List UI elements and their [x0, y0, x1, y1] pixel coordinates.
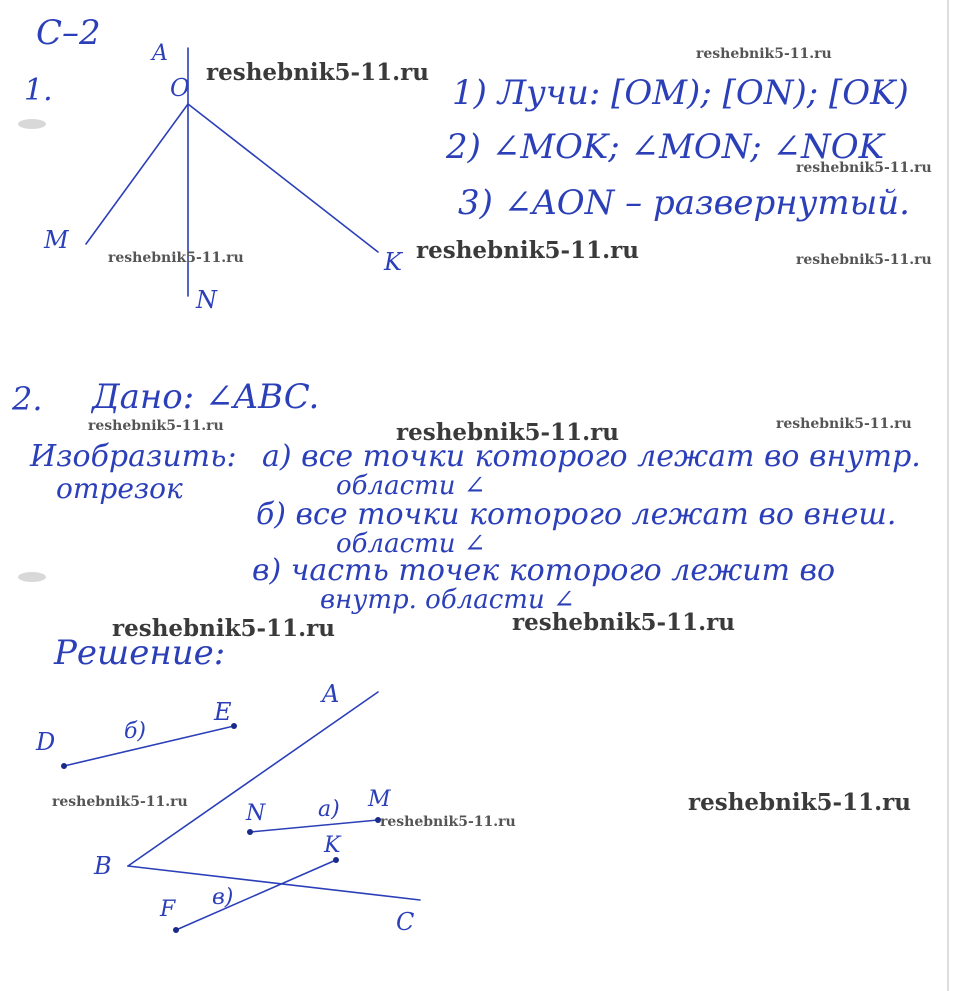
watermark: reshebnik5-11.ru: [416, 237, 639, 264]
point-M-label: M: [44, 226, 69, 254]
ray-BC: [128, 866, 420, 900]
point-K-label: K: [384, 248, 402, 276]
watermark: reshebnik5-11.ru: [108, 250, 244, 266]
solution-heading: Решение:: [54, 633, 226, 673]
task2-item-c-line1: в) часть точек которого лежит во: [252, 553, 836, 588]
ray-OM: [86, 104, 188, 244]
point-F-label: F: [160, 897, 176, 922]
point-D-label: D: [36, 728, 56, 756]
point-E-dot: [231, 723, 237, 729]
watermark: reshebnik5-11.ru: [52, 794, 188, 810]
segment-NM: [250, 820, 378, 832]
segment-DE: [64, 726, 234, 766]
watermark: reshebnik5-11.ru: [696, 46, 832, 62]
watermark: reshebnik5-11.ru: [380, 814, 516, 830]
watermark: reshebnik5-11.ru: [396, 419, 619, 446]
task1-answer-3: 3) ∠AON – развернутый.: [458, 183, 910, 223]
watermark: reshebnik5-11.ru: [796, 252, 932, 268]
watermark: reshebnik5-11.ru: [512, 609, 735, 636]
ray-OK: [188, 104, 378, 252]
watermark: reshebnik5-11.ru: [206, 59, 429, 86]
ray-BA: [128, 692, 378, 866]
task2-item-b-line2: области ∠: [336, 529, 486, 559]
point-N-dot: [247, 829, 253, 835]
task2-number: 2.: [12, 380, 43, 418]
watermark: reshebnik5-11.ru: [796, 160, 932, 176]
watermark: reshebnik5-11.ru: [88, 418, 224, 434]
task2-item-a-line2: области ∠: [336, 471, 486, 501]
task1-answer-2: 2) ∠MOK; ∠MON; ∠NOK: [446, 127, 885, 167]
point-K2-label: K: [324, 833, 341, 858]
segment-FK: [176, 860, 336, 930]
point-O-label: O: [170, 74, 190, 102]
segment-a-label: а): [318, 797, 340, 822]
point-B-label: B: [94, 852, 112, 880]
task2-given: Дано: ∠ABC.: [92, 377, 320, 417]
task2-item-b-line1: б) все точки которого лежат во внеш.: [256, 497, 897, 532]
segment-b-label: б): [124, 719, 147, 744]
task2-draw-object: отрезок: [56, 472, 183, 505]
point-A2-label: A: [322, 680, 340, 708]
point-N-label: N: [196, 286, 217, 314]
point-N2-label: N: [246, 801, 266, 826]
point-A-label: A: [152, 41, 168, 66]
point-F-dot: [173, 927, 179, 933]
variant-header: С–2: [36, 13, 101, 53]
task2-item-a-line1: а) все точки которого лежат во внутр.: [262, 439, 921, 474]
watermark: reshebnik5-11.ru: [112, 615, 335, 642]
point-M2-label: M: [368, 787, 391, 812]
point-E-label: E: [214, 698, 232, 726]
task2-draw-title: Изобразить:: [30, 439, 237, 474]
task1-answer-1: 1) Лучи: [OM); [ON); [OK): [452, 73, 909, 113]
binder-hole-bottom: [18, 572, 46, 582]
watermark: reshebnik5-11.ru: [688, 789, 911, 816]
segment-c-label: в): [212, 885, 234, 910]
watermark: reshebnik5-11.ru: [776, 416, 912, 432]
point-D-dot: [61, 763, 67, 769]
point-C-label: C: [396, 908, 415, 936]
task2-item-c-line2: внутр. области ∠: [320, 585, 575, 615]
task1-number: 1.: [24, 73, 53, 108]
binder-hole-top: [18, 119, 46, 129]
